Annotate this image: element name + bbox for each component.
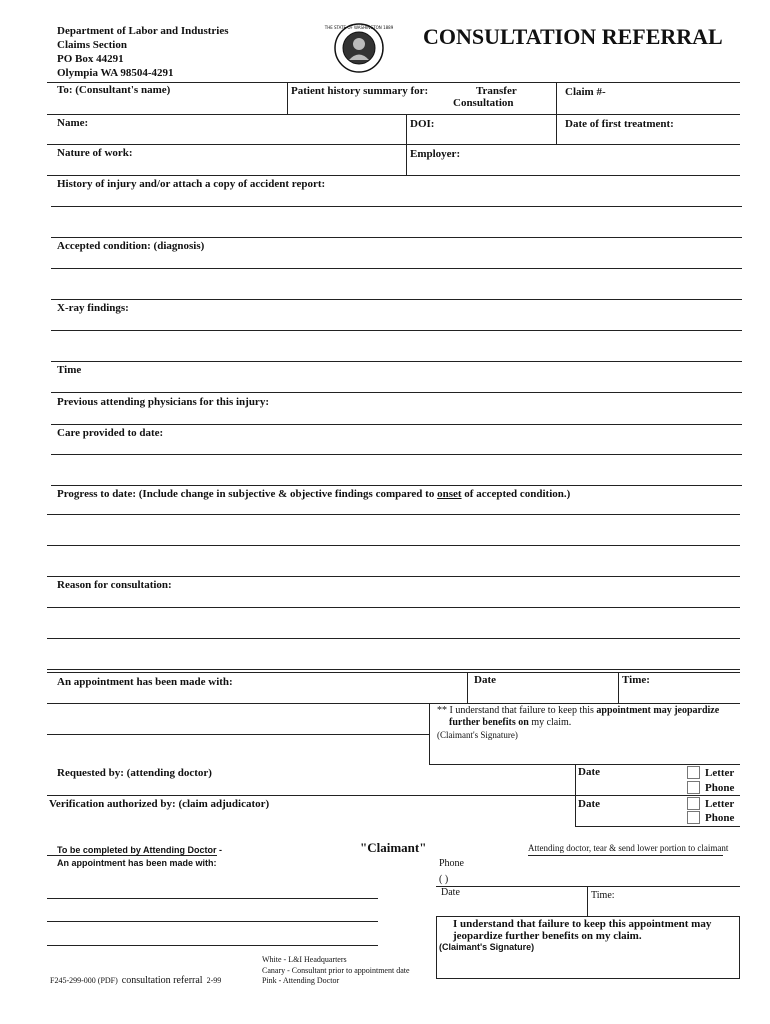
verification-phone-label: Phone	[705, 812, 735, 824]
verification-date-label: Date	[578, 798, 600, 810]
requested-phone-label: Phone	[705, 782, 735, 794]
bottom-time-label: Time:	[591, 890, 615, 901]
copy-white: White - L&I Headquarters	[262, 955, 347, 964]
reason-for-consultation-label: Reason for consultation:	[57, 579, 172, 591]
bottom-claimant-signature-label: (Claimant's Signature)	[439, 942, 535, 952]
consultation-option[interactable]: Consultation	[453, 97, 514, 109]
previous-physicians-label: Previous attending physicians for this injury:	[57, 396, 269, 408]
requested-by-label: Requested by: (attending doctor)	[57, 767, 212, 779]
progress-to-date-label: Progress to date: (Include change in subjective & objective findings compared to onset of accepted condition.)	[57, 488, 571, 500]
org-po-box: PO Box 44291	[57, 53, 124, 65]
first-treatment-field[interactable]: Date of first treatment:	[565, 118, 674, 130]
requested-letter-checkbox[interactable]	[687, 766, 700, 779]
bottom-phone-label: Phone	[439, 858, 464, 869]
requested-date-label: Date	[578, 766, 600, 778]
copy-canary: Canary - Consultant prior to appointment date	[262, 966, 410, 975]
doi-field[interactable]: DOI:	[410, 118, 435, 130]
claimant-heading: "Claimant"	[360, 840, 427, 855]
appointment-made-with-label: An appointment has been made with:	[57, 676, 233, 688]
form-id: F245-299-000 (PDF) consultation referral 2-99	[50, 975, 222, 986]
onset-text: onset	[437, 488, 462, 500]
appointment-understand-text: ** I understand that failure to keep this appointment may jeopardize	[437, 705, 720, 716]
nature-of-work-field[interactable]: Nature of work:	[57, 147, 133, 159]
copy-pink: Pink - Attending Doctor	[262, 976, 340, 985]
bottom-phone-paren: ( )	[439, 874, 449, 885]
org-section: Claims Section	[57, 39, 127, 51]
to-be-completed-label: To be completed by Attending Doctor -	[57, 845, 222, 855]
to-consultant-label: To: (Consultant's name)	[57, 84, 171, 96]
transfer-option[interactable]: Transfer	[476, 85, 517, 97]
verification-letter-label: Letter	[705, 798, 735, 810]
bottom-understand-line2: jeopardize further benefits on my claim.	[453, 930, 642, 942]
state-seal-icon	[324, 23, 394, 73]
bottom-made-with-label: An appointment has been made with:	[57, 858, 217, 868]
bottom-understand-line1: I understand that failure to keep this appointment may	[453, 918, 712, 930]
verification-phone-checkbox[interactable]	[687, 811, 700, 824]
xray-findings-label: X-ray findings:	[57, 302, 129, 314]
bottom-date-label: Date	[441, 887, 460, 898]
seal-text: THE STATE OF WASHINGTON 1889	[324, 25, 394, 30]
name-field[interactable]: Name:	[57, 117, 89, 129]
accepted-condition-label: Accepted condition: (diagnosis)	[57, 240, 205, 252]
verification-label: Verification authorized by: (claim adjudicator)	[49, 798, 270, 810]
requested-phone-checkbox[interactable]	[687, 781, 700, 794]
org-name: Department of Labor and Industries	[57, 25, 229, 37]
verification-letter-checkbox[interactable]	[687, 797, 700, 810]
history-of-injury-label: History of injury and/or attach a copy of accident report:	[57, 178, 326, 190]
tear-instructions: Attending doctor, tear & send lower portion to claimant	[528, 843, 729, 853]
org-city: Olympia WA 98504-4291	[57, 67, 174, 79]
time-label: Time	[57, 364, 82, 376]
page-title: CONSULTATION REFERRAL	[423, 24, 723, 49]
requested-letter-label: Letter	[705, 767, 735, 779]
appointment-date-label: Date	[474, 674, 496, 686]
claim-number-label: Claim #-	[565, 86, 606, 98]
further-benefits-text: further benefits on my claim.	[449, 717, 572, 728]
appointment-time-label: Time:	[622, 674, 650, 686]
employer-field[interactable]: Employer:	[410, 148, 461, 160]
patient-history-label: Patient history summary for:	[291, 85, 429, 97]
claimant-signature-label: (Claimant's Signature)	[437, 730, 518, 740]
care-provided-label: Care provided to date:	[57, 427, 164, 439]
